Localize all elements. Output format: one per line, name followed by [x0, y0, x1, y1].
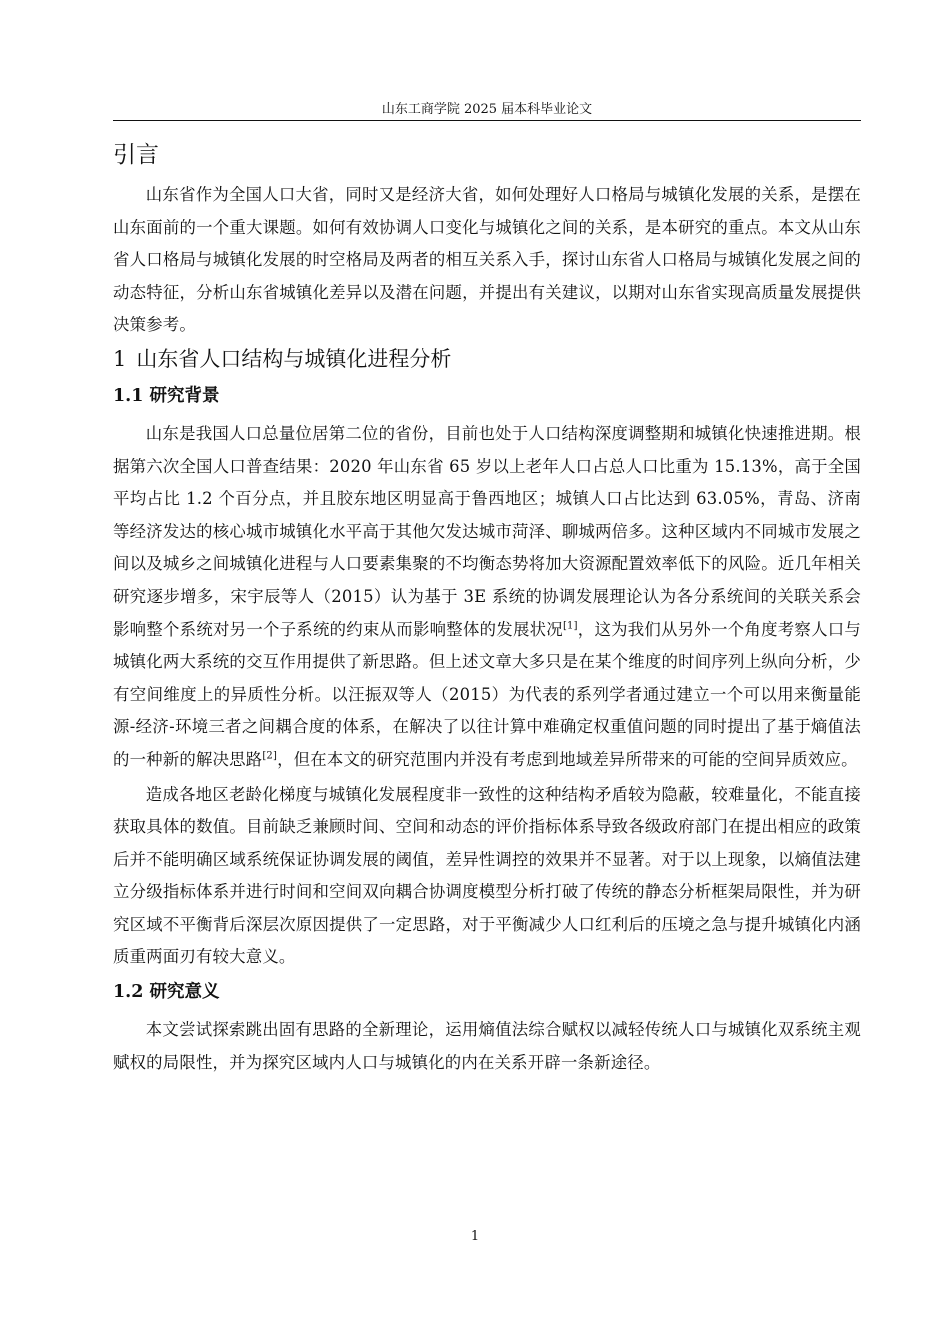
- page-header: 山东工商学院 2025 届本科毕业论文: [381, 102, 593, 117]
- section-1-2-heading: [113, 978, 861, 1006]
- significance-paragraph: 本文尝试探索跳出固有思路的全新理论，运用熵值法综合赋权以减轻传统人口与城镇化双系统主观赋权的局限性，并为探究区域内人口与城镇化的内在关系开辟一条新途径。: [113, 1020, 861, 1072]
- background-text-part-3: ，但在本文的研究范围内并没有考虑到地域差异所带来的可能的空间异质效应。: [277, 749, 858, 769]
- chapter-1-number: 1: [113, 346, 127, 371]
- section-1-1-heading: [113, 382, 861, 410]
- page-number: 1: [470, 1229, 480, 1244]
- header-rule: [113, 120, 861, 121]
- chapter-1-heading: [113, 344, 861, 374]
- background-paragraph-2: 造成各地区老龄化梯度与城镇化发展程度非一致性的这种结构矛盾较为隐蔽，较难量化，不能直接获取具体的数值。目前缺乏兼顾时间、空间和动态的评价指标体系导致各级政府部门在提出相应的政策后并不能明确区域系统保证协调发展的阈值，差异性调控的效果并不显著。对于以上现象，以熵值法建立分级指标体系并进行时间和空间双向耦合协调度模型分析打破了传统的静态分析框架局限性，并为研究区域不平衡背后深层次原因提供了一定思路，对于平衡减少人口红利后的压境之急与提升城镇化内涵质重两面刃有较大意义。: [113, 784, 861, 967]
- page-content: [113, 140, 861, 1081]
- section-1-1-number: 1.1: [113, 385, 144, 406]
- intro-paragraph: 山东省作为全国人口大省，同时又是经济大省，如何处理好人口格局与城镇化发展的关系，是摆在山东面前的一个重大课题。如何有效协调人口变化与城镇化之间的关系，是本研究的重点。本文从山东省人口格局与城镇化发展的时空格局及两者的相互关系入手，探讨山东省人口格局与城镇化发展之间的动态特征，分析山东省城镇化差异以及潜在问题，并提出有关建议，以期对山东省实现高质量发展提供决策参考。: [113, 185, 861, 335]
- section-1-1-title: 研究背景: [149, 385, 220, 406]
- citation-2[interactable]: [2]: [262, 750, 278, 762]
- section-1-2-title: 研究意义: [149, 982, 220, 1003]
- section-1-2-number: 1.2: [113, 982, 144, 1003]
- background-text-part-1: 山东是我国人口总量位居第二位的省份，目前也处于人口结构深度调整期和城镇化快速推进期。根据第六次全国人口普查结果：2020 年山东省 65 岁以上老年人口占总人口比重为 15.13%，高于全国平均占比 1.2 个百分点，并且胶东地区明显高于鲁西地区；城镇人口占比达到 63.05%，青岛、济南等经济发达的核心城市城镇化水平高于其他欠发达城市菏泽、聊城两倍多。这种区域内不同城市发展之间以及城乡之间城镇化进程与人口要素集聚的不均衡态势将加大资源配置效率低下的风险。近几年相关研究逐步增多，宋宇辰等人（2015）认为基于 3E 系统的协调发展理论认为各分系统间的关联关系会影响整个系统对另一个子系统的约束从而影响整体的发展状况: [113, 423, 861, 639]
- background-paragraph-1: [113, 418, 861, 777]
- intro-heading: 引言: [113, 142, 159, 168]
- chapter-1-title: 山东省人口结构与城镇化进程分析: [136, 346, 452, 371]
- background-text-part-2: ，这为我们从另外一个角度考察人口与城镇化两大系统的交互作用提供了新思路。但上述文章大多只是在某个维度的时间序列上纵向分析，少有空间维度上的异质性分析。以汪振双等人（2015）为代表的系列学者通过建立一个可以用来衡量能源-经济-环境三者之间耦合度的体系，在解决了以往计算中难确定权重值问题的同时提出了基于熵值法的一种新的解决思路: [113, 619, 861, 769]
- citation-1[interactable]: [1]: [562, 620, 578, 632]
